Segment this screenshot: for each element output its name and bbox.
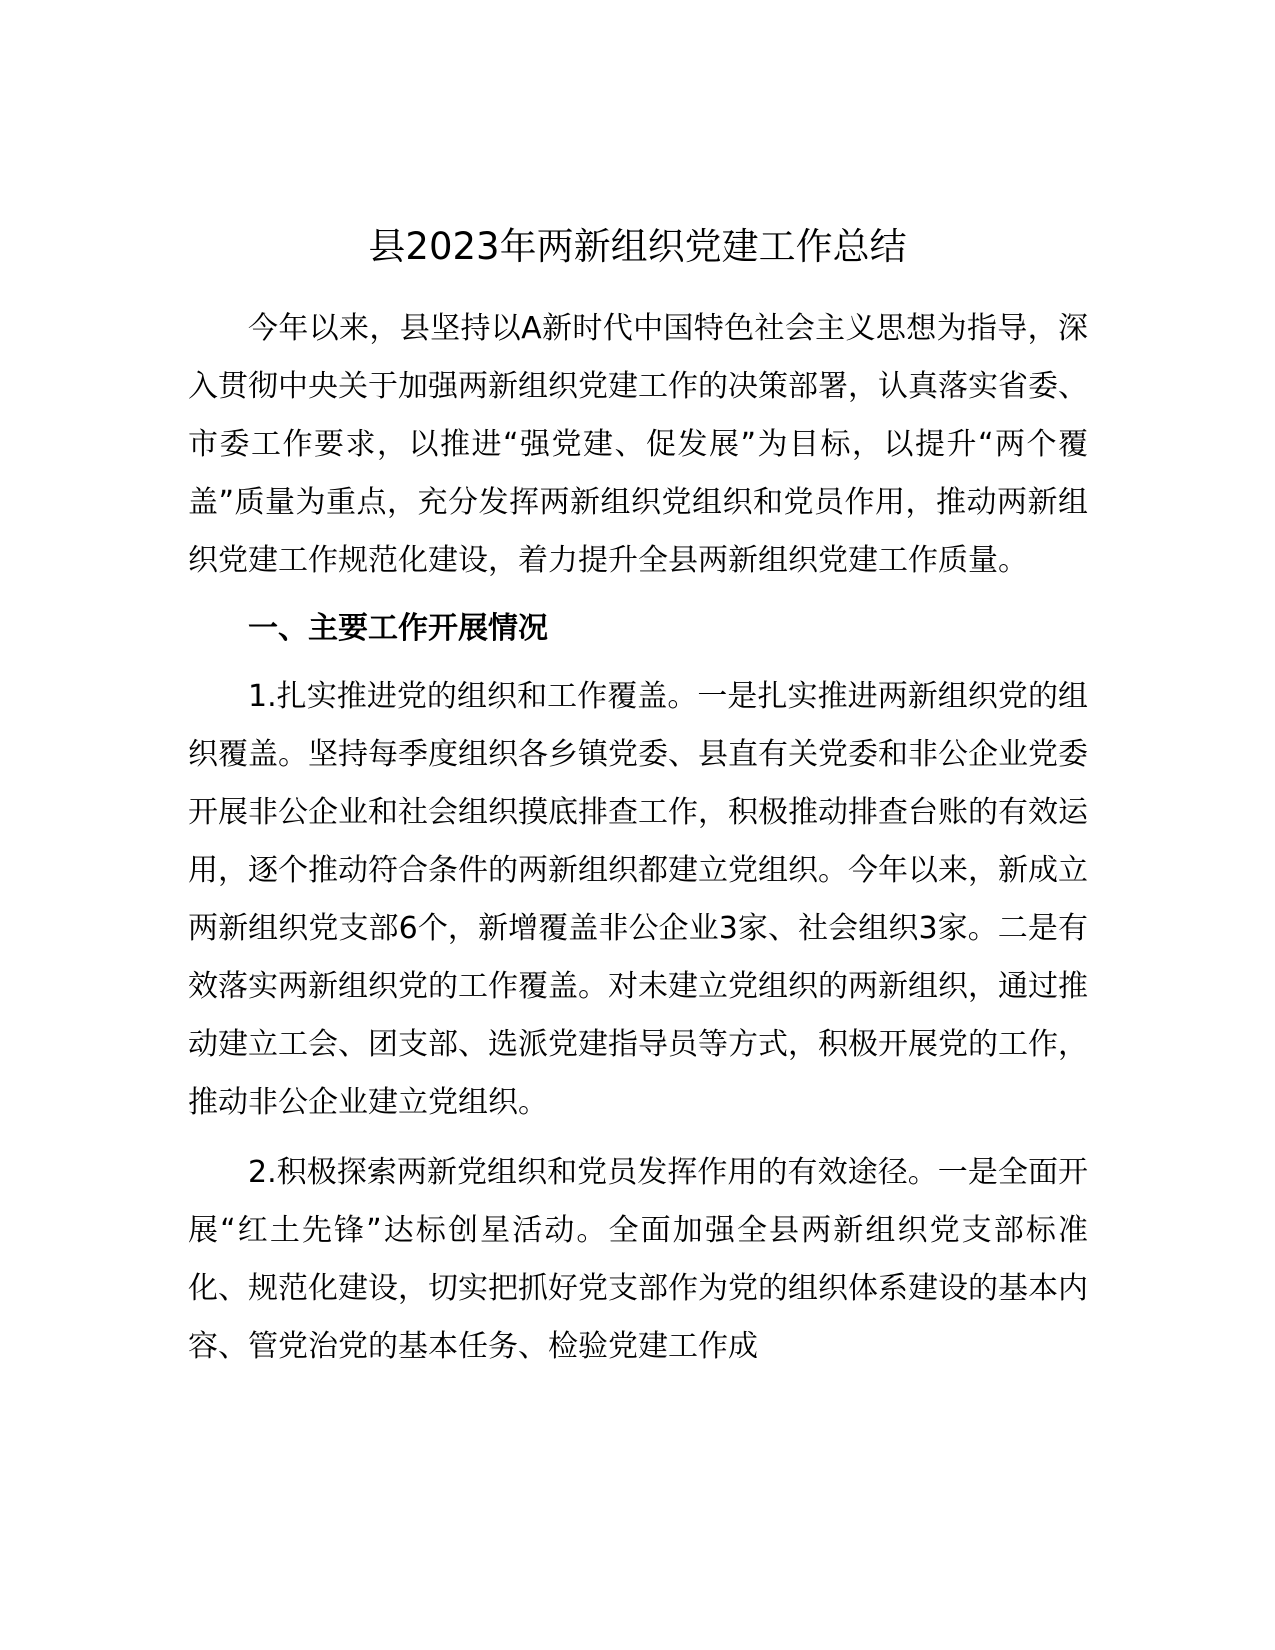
item-1-paragraph: 1.扎实推进党的组织和工作覆盖。一是扎实推进两新组织党的组织覆盖。坚持每季度组织各乡镇党委、县直有关党委和非公企业党委开展非公企业和社会组织摸底排查工作，积极推动排查台账的有效运用，逐个推动符合条件的两新组织都建立党组织。今年以来，新成立两新组织党支部6个，新增覆盖非公企业3家、社会组织3家。二是有效落实两新组织党的工作覆盖。对未建立党组织的两新组织，通过推动建立工会、团支部、选派党建指导员等方式，积极开展党的工作，推动非公企业建立党组织。 <box>188 679 1088 1120</box>
intro-paragraph: 今年以来，县坚持以A新时代中国特色社会主义思想为指导，深入贯彻中央关于加强两新组织党建工作的决策部署，认真落实省委、市委工作要求，以推进“强党建、促发展”为目标，以提升“两个覆盖”质量为重点，充分发挥两新组织党组织和党员作用，推动两新组织党建工作规范化建设，着力提升全县两新组织党建工作质量。 <box>188 311 1088 578</box>
document-title: 县2023年两新组织党建工作总结 <box>368 225 907 268</box>
document-body <box>188 300 1088 1376</box>
section-heading: 一、主要工作开展情况 <box>248 611 548 646</box>
item-2-paragraph: 2.积极探索两新党组织和党员发挥作用的有效途径。一是全面开展“红土先锋”达标创星活动。全面加强全县两新组织党支部标准化、规范化建设，切实把抓好党支部作为党的组织体系建设的基本内容、管党治党的基本任务、检验党建工作成 <box>188 1155 1088 1364</box>
